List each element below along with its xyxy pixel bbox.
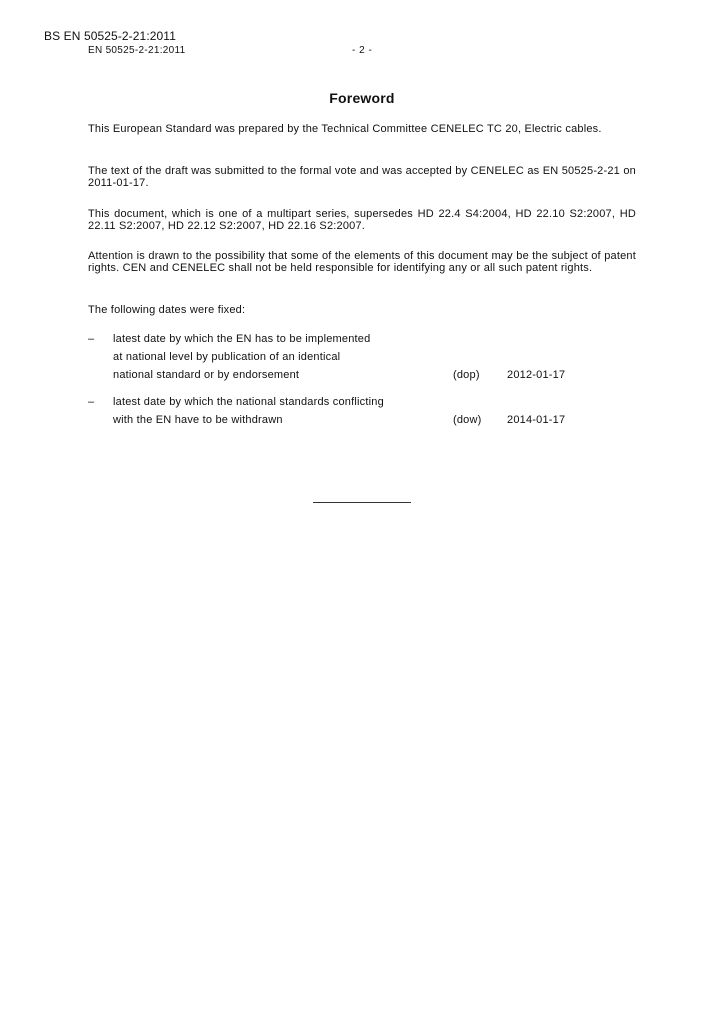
date-abbreviation: (dow) [453, 414, 482, 426]
date-item-text-line: with the EN have to be withdrawn [113, 414, 283, 426]
list-dash: – [88, 333, 95, 345]
date-item-text-line: at national level by publication of an identical [113, 351, 341, 363]
end-of-section-rule [313, 502, 411, 503]
date-item-text-line: national standard or by endorsement [113, 369, 300, 381]
paragraph-dates-intro: The following dates were fixed: [88, 304, 246, 316]
section-title: Foreword [329, 90, 395, 106]
paragraph-committee: This European Standard was prepared by the Technical Committee CENELEC TC 20, Electric cables. [88, 123, 602, 135]
paragraph-vote: The text of the draft was submitted to the formal vote and was accepted by CENELEC as EN 50525-2-21 on 2011-01-17. [88, 165, 636, 189]
date-value: 2014-01-17 [507, 414, 566, 426]
date-abbreviation: (dop) [453, 369, 480, 381]
paragraph-supersedes: This document, which is one of a multipart series, supersedes HD 22.4 S4:2004, HD 22.10 S2:2007, HD 22.11 S2:2007, HD 22.12 S2:2007, HD 22.16 S2:2007. [88, 208, 636, 232]
en-designation: EN 50525-2-21:2011 [88, 45, 186, 56]
page-number: - 2 - [352, 45, 373, 56]
date-item-text-line: latest date by which the national standards conflicting [113, 396, 384, 408]
date-item-dow [88, 396, 648, 432]
paragraph-patent: Attention is drawn to the possibility that some of the elements of this document may be the subject of patent rights. CEN and CENELEC shall not be held responsible for identifying any or all such patent rights. [88, 250, 636, 274]
date-value: 2012-01-17 [507, 369, 566, 381]
date-item-text-line: latest date by which the EN has to be implemented [113, 333, 371, 345]
list-dash: – [88, 396, 95, 408]
date-item-dop [88, 333, 648, 383]
bs-designation: BS EN 50525-2-21:2011 [44, 29, 176, 43]
